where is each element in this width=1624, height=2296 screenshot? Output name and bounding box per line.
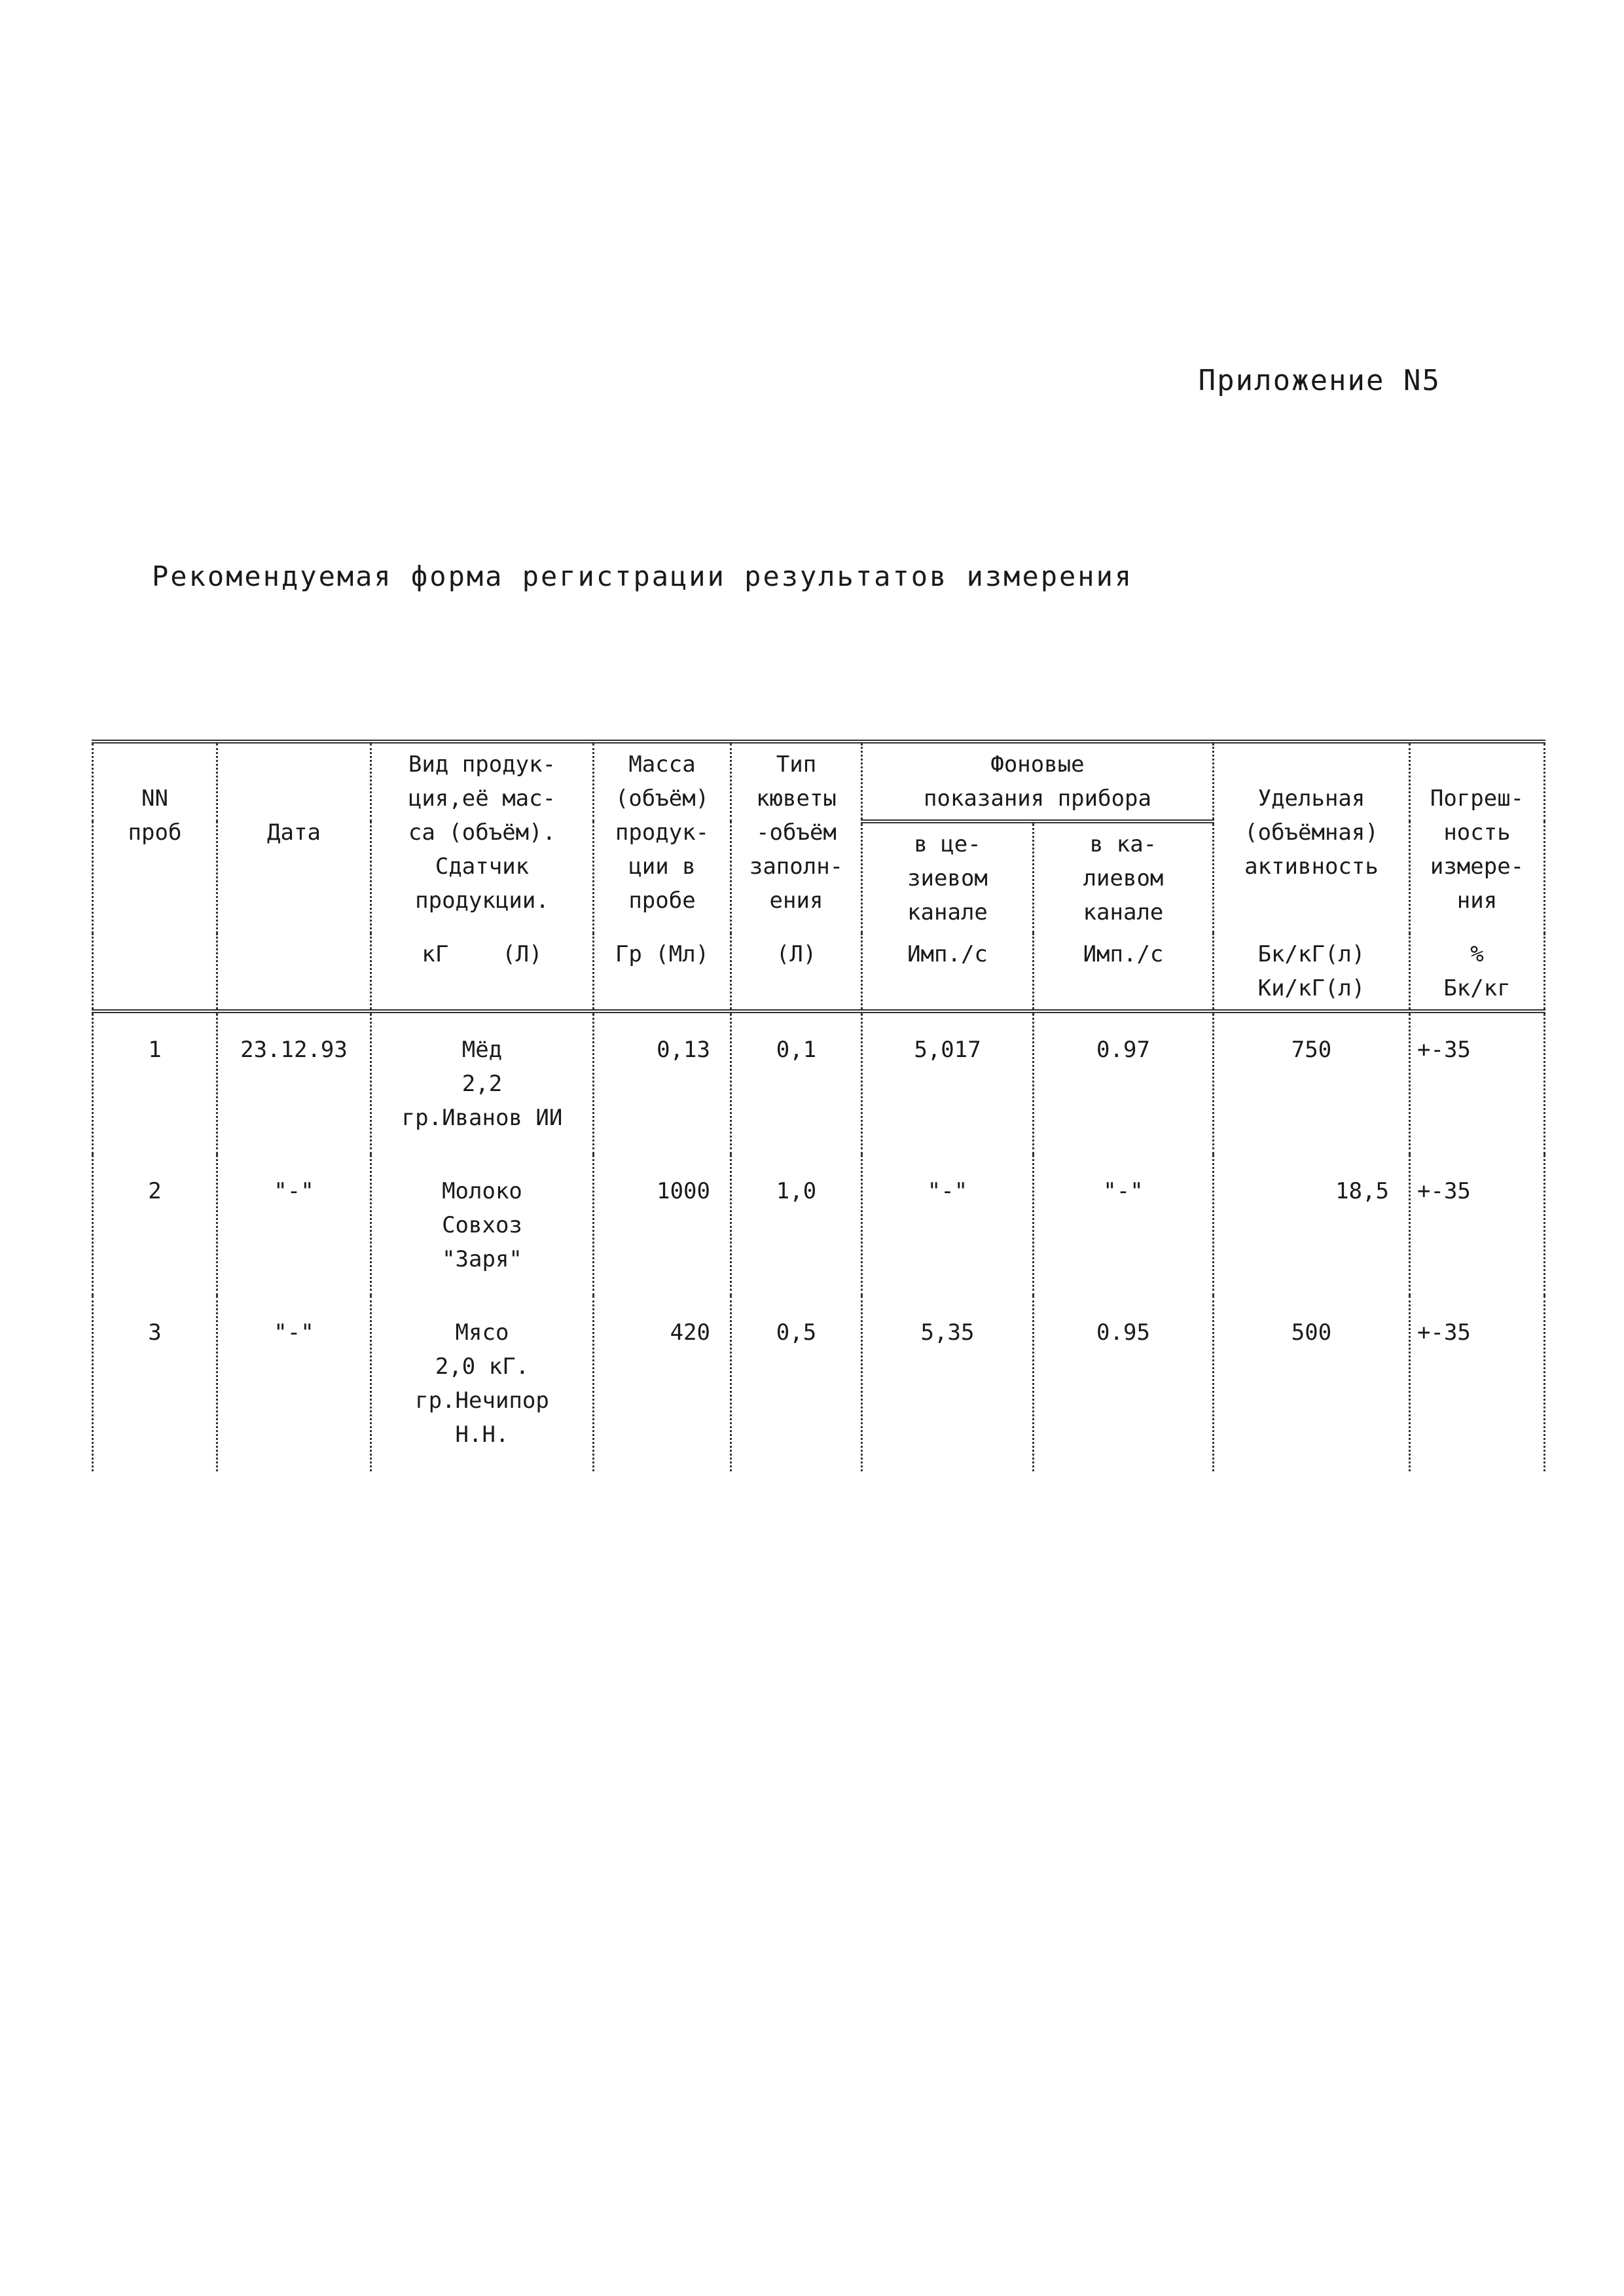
units-row (93, 933, 1545, 1011)
header-mass (594, 742, 731, 933)
header-text: продукции. (415, 888, 549, 914)
cell-text: гр.Иванов ИИ (401, 1105, 563, 1131)
measurement-register-table (92, 740, 1545, 1471)
cell-product (371, 1011, 594, 1155)
cell-bg-potassium: 0.95 (1034, 1296, 1214, 1471)
header-text: Удельная (1257, 785, 1365, 812)
cell-text: Н.Н. (455, 1422, 509, 1448)
cell-mass: 0,13 (594, 1011, 731, 1155)
cell-text: Молоко (442, 1178, 522, 1204)
header-bg-potassium (1034, 821, 1214, 933)
header-text: ция,её мас- (408, 785, 556, 812)
header-cuvette (731, 742, 862, 933)
cell-bg-potassium: 0.97 (1034, 1011, 1214, 1155)
header-text: Масса (628, 751, 696, 778)
cell-text: Совхоз (442, 1212, 522, 1238)
cell-cuvette: 1,0 (731, 1155, 862, 1296)
header-text: ность (1443, 819, 1511, 846)
unit-text: Бк/кГ(л) (1257, 941, 1365, 967)
cell-num: 1 (93, 1011, 217, 1155)
unit-mass: Гр (Мл) (594, 933, 731, 1011)
table-row (93, 1011, 1545, 1155)
header-text: проб (128, 819, 182, 846)
unit-activity (1214, 933, 1410, 1011)
header-text: (объём) (615, 785, 710, 812)
unit-num (93, 933, 217, 1011)
header-text: Тип (776, 751, 817, 778)
header-text: в це- (914, 831, 981, 857)
cell-num: 3 (93, 1296, 217, 1471)
header-text: пробе (628, 888, 696, 914)
cell-date: "-" (217, 1296, 371, 1471)
cell-product (371, 1155, 594, 1296)
cell-bg-cesium: "-" (862, 1155, 1034, 1296)
header-text: в ка- (1089, 831, 1157, 857)
header-text: -объём (756, 819, 837, 846)
cell-product (371, 1296, 594, 1471)
cell-bg-potassium: "-" (1034, 1155, 1214, 1296)
header-row (93, 742, 1545, 821)
unit-date (217, 933, 371, 1011)
header-text: Погреш- (1430, 785, 1525, 812)
cell-error: +-35 (1410, 1155, 1545, 1296)
header-text: Дата (267, 819, 321, 846)
cell-text: гр.Нечипор (415, 1388, 549, 1414)
header-text: Фоновые (990, 751, 1085, 778)
cell-activity: 500 (1214, 1296, 1410, 1471)
unit-bg-cesium: Имп./с (862, 933, 1034, 1011)
header-text: ения (769, 888, 823, 914)
cell-text: 2,0 кГ. (435, 1354, 530, 1380)
header-text: измере- (1430, 853, 1525, 880)
header-date (217, 742, 371, 933)
cell-mass: 420 (594, 1296, 731, 1471)
header-text: ции в (628, 853, 696, 880)
unit-text: Ки/кГ(л) (1257, 975, 1365, 1001)
header-sample-number (93, 742, 217, 933)
header-text: NN (141, 785, 168, 812)
cell-text: Мясо (455, 1319, 509, 1346)
header-background-readings (862, 742, 1214, 821)
cell-num: 2 (93, 1155, 217, 1296)
cell-text: Мёд (461, 1037, 503, 1063)
unit-text: Бк/кг (1443, 975, 1511, 1001)
appendix-label: Приложение N5 (1198, 364, 1441, 397)
header-text: (объёмная) (1244, 819, 1379, 846)
cell-date: "-" (217, 1155, 371, 1296)
unit-bg-potassium: Имп./с (1034, 933, 1214, 1011)
header-text: канале (1083, 899, 1164, 925)
cell-activity: 18,5 (1214, 1155, 1410, 1296)
unit-text: кГ (Л) (422, 941, 543, 967)
header-text: продук- (615, 819, 710, 846)
header-bg-cesium (862, 821, 1034, 933)
cell-error: +-35 (1410, 1296, 1545, 1471)
unit-product (371, 933, 594, 1011)
cell-text: 2,2 (461, 1071, 503, 1097)
table-row (93, 1155, 1545, 1296)
cell-mass: 1000 (594, 1155, 731, 1296)
cell-activity: 750 (1214, 1011, 1410, 1155)
unit-error (1410, 933, 1545, 1011)
cell-cuvette: 0,5 (731, 1296, 862, 1471)
unit-cuvette: (Л) (731, 933, 862, 1011)
header-product (371, 742, 594, 933)
header-specific-activity (1214, 742, 1410, 933)
header-text: кюветы (756, 785, 837, 812)
cell-cuvette: 0,1 (731, 1011, 862, 1155)
form-title: Рекомендуемая форма регистрации результатов измерения (152, 560, 1134, 592)
cell-date: 23.12.93 (217, 1011, 371, 1155)
header-text: ния (1456, 888, 1498, 914)
unit-text: % (1470, 941, 1484, 967)
header-text: Сдатчик (435, 853, 530, 880)
cell-error: +-35 (1410, 1011, 1545, 1155)
header-text: канале (907, 899, 988, 925)
header-text: показания прибора (924, 785, 1151, 812)
header-text: зиевом (907, 865, 988, 891)
cell-bg-cesium: 5,017 (862, 1011, 1034, 1155)
header-error (1410, 742, 1545, 933)
cell-text: "Заря" (442, 1246, 522, 1272)
header-text: заполн- (749, 853, 844, 880)
cell-bg-cesium: 5,35 (862, 1296, 1034, 1471)
table-row (93, 1296, 1545, 1471)
header-text: лиевом (1083, 865, 1164, 891)
header-text: Вид продук- (408, 751, 556, 778)
header-text: са (объём). (408, 819, 556, 846)
header-text: активность (1244, 853, 1379, 880)
